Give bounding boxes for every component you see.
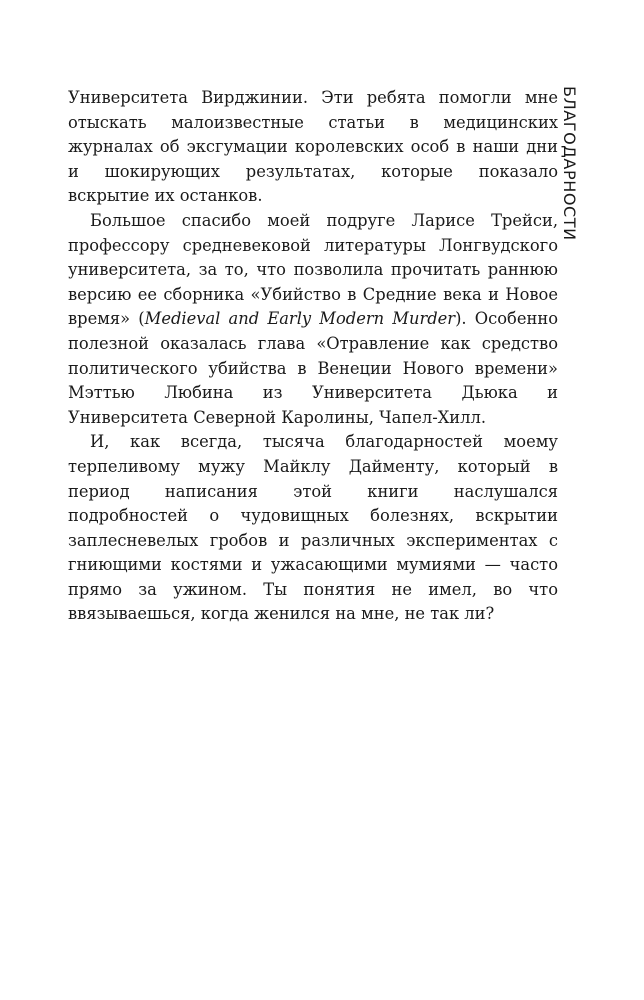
running-head: БЛАГОДАРНОСТИ xyxy=(560,86,579,241)
paragraph-2-after: ). Особенно полезной оказалась глава «Отравление как средство политического убийства в Венеции Нового времени» Мэттью Любина из Университета Дьюка и Университета Северной Каролины, Чапел-Хилл. xyxy=(68,309,559,427)
paragraph-1: Университета Вирджинии. Эти ребята помогли мне отыскать малоизвестные статьи в медицинских журналах об эксгумации королевских особ в наши дни и шокирующих результатах, которые показало вскрытие их останков. xyxy=(68,88,558,206)
paragraph-3: И, как всегда, тысяча благодарностей моему терпеливому мужу Майклу Дайменту, который в период написания этой книги наслушался подробностей о чудовищных болезнях, вскрытии заплесневелых гробов и различных экспериментах с гниющими костями и ужасающими мумиями — часто прямо за ужином. Ты понятия не имел, во что ввязываешься, когда женился на мне, не так ли? xyxy=(68,432,558,624)
body-text xyxy=(68,86,558,627)
paragraph-2 xyxy=(68,209,558,430)
paragraph-2-before: Большое спасибо моей подруге Ларисе Трейси, профессору средневековой литературы Лонгвудского университета, за то, что позволила прочитать раннюю версию ее сборника «Убийство в Средние века и Новое время» ( xyxy=(68,210,558,329)
book-title-italic: Medieval and Early Modern Murder xyxy=(144,309,456,329)
